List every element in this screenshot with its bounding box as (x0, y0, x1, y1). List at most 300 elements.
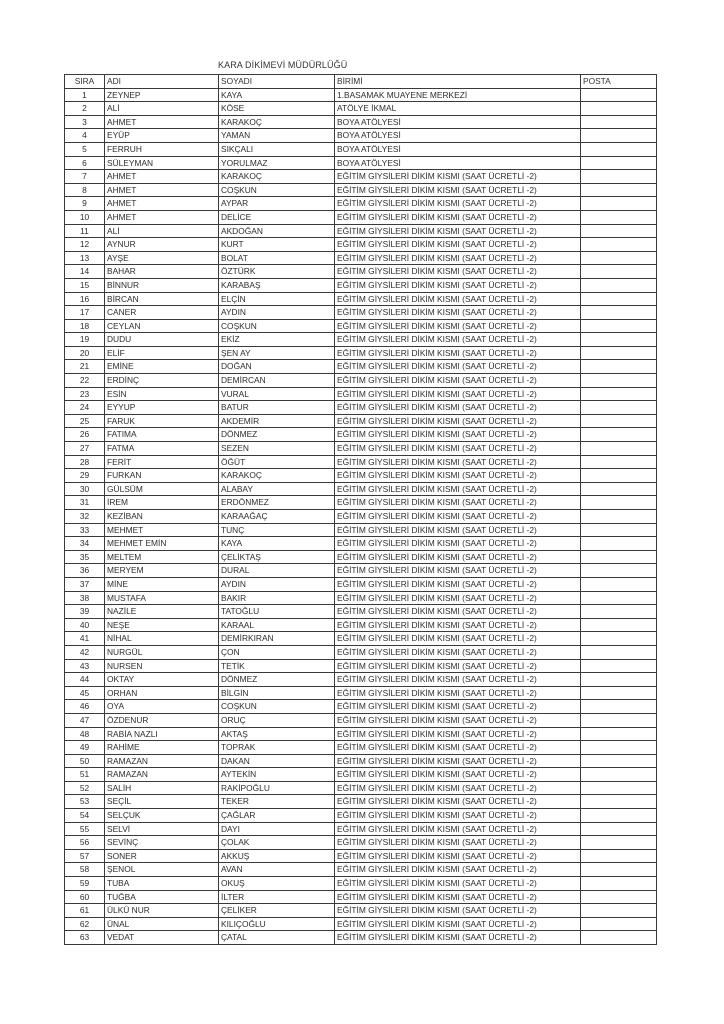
row-soyadi: ÇON (219, 645, 335, 659)
row-sira: 28 (65, 455, 105, 469)
row-sira: 55 (65, 822, 105, 836)
row-adi: ÖZDENUR (105, 713, 219, 727)
row-birimi: EĞİTİM GİYSİLERİ DİKİM KISMI (SAAT ÜCRETLİ -2) (335, 645, 581, 659)
row-birimi: EĞİTİM GİYSİLERİ DİKİM KISMI (SAAT ÜCRETLİ -2) (335, 333, 581, 347)
row-posta (581, 849, 657, 863)
row-adi: ELİF (105, 346, 219, 360)
row-soyadi: COŞKUN (219, 183, 335, 197)
table-row (65, 469, 657, 483)
row-posta (581, 591, 657, 605)
row-birimi: EĞİTİM GİYSİLERİ DİKİM KISMI (SAAT ÜCRETLİ -2) (335, 401, 581, 415)
row-posta (581, 795, 657, 809)
row-adi: CEYLAN (105, 319, 219, 333)
row-posta (581, 510, 657, 524)
row-sira: 46 (65, 700, 105, 714)
table-row (65, 346, 657, 360)
row-adi: DUDU (105, 333, 219, 347)
row-birimi: EĞİTİM GİYSİLERİ DİKİM KISMI (SAAT ÜCRETLİ -2) (335, 251, 581, 265)
table-row (65, 877, 657, 891)
table-row (65, 618, 657, 632)
row-birimi: EĞİTİM GİYSİLERİ DİKİM KISMI (SAAT ÜCRETLİ -2) (335, 319, 581, 333)
row-adi: RABİA NAZLI (105, 727, 219, 741)
row-adi: AHMET (105, 210, 219, 224)
row-posta (581, 917, 657, 931)
row-birimi: EĞİTİM GİYSİLERİ DİKİM KISMI (SAAT ÜCRETLİ -2) (335, 306, 581, 320)
row-adi: EMİNE (105, 360, 219, 374)
row-adi: CANER (105, 306, 219, 320)
row-soyadi: DOĞAN (219, 360, 335, 374)
table-row (65, 102, 657, 116)
row-sira: 1 (65, 88, 105, 102)
row-birimi: EĞİTİM GİYSİLERİ DİKİM KISMI (SAAT ÜCRETLİ -2) (335, 632, 581, 646)
row-posta (581, 346, 657, 360)
row-adi: NAZİLE (105, 605, 219, 619)
row-soyadi: ELÇİN (219, 292, 335, 306)
table-row (65, 428, 657, 442)
row-birimi: EĞİTİM GİYSİLERİ DİKİM KISMI (SAAT ÜCRETLİ -2) (335, 931, 581, 945)
row-sira: 58 (65, 863, 105, 877)
row-sira: 61 (65, 904, 105, 918)
row-sira: 54 (65, 809, 105, 823)
row-sira: 44 (65, 673, 105, 687)
row-adi: BAHAR (105, 265, 219, 279)
row-adi: GÜLSÜM (105, 482, 219, 496)
table-row (65, 510, 657, 524)
row-sira: 8 (65, 183, 105, 197)
row-adi: ZEYNEP (105, 88, 219, 102)
row-adi: MELTEM (105, 550, 219, 564)
row-birimi: BOYA ATÖLYESİ (335, 142, 581, 156)
row-adi: FERRUH (105, 142, 219, 156)
row-birimi: EĞİTİM GİYSİLERİ DİKİM KISMI (SAAT ÜCRETLİ -2) (335, 387, 581, 401)
table-row (65, 645, 657, 659)
row-birimi: EĞİTİM GİYSİLERİ DİKİM KISMI (SAAT ÜCRETLİ -2) (335, 890, 581, 904)
table-row (65, 700, 657, 714)
row-soyadi: AYDIN (219, 577, 335, 591)
row-adi: MEHMET EMİN (105, 537, 219, 551)
row-soyadi: RAKİPOĞLU (219, 781, 335, 795)
table-row (65, 686, 657, 700)
row-soyadi: KARABAŞ (219, 278, 335, 292)
row-birimi: EĞİTİM GİYSİLERİ DİKİM KISMI (SAAT ÜCRETLİ -2) (335, 659, 581, 673)
row-birimi: BOYA ATÖLYESİ (335, 115, 581, 129)
row-soyadi: TEKER (219, 795, 335, 809)
row-posta (581, 741, 657, 755)
row-birimi: EĞİTİM GİYSİLERİ DİKİM KISMI (SAAT ÜCRETLİ -2) (335, 292, 581, 306)
row-birimi: EĞİTİM GİYSİLERİ DİKİM KISMI (SAAT ÜCRETLİ -2) (335, 428, 581, 442)
row-birimi: EĞİTİM GİYSİLERİ DİKİM KISMI (SAAT ÜCRETLİ -2) (335, 455, 581, 469)
row-birimi: EĞİTİM GİYSİLERİ DİKİM KISMI (SAAT ÜCRETLİ -2) (335, 442, 581, 456)
column-header-birimi: BİRİMİ (335, 75, 581, 89)
row-sira: 4 (65, 129, 105, 143)
row-posta (581, 129, 657, 143)
row-soyadi: SIKÇALI (219, 142, 335, 156)
row-adi: İREM (105, 496, 219, 510)
table-row (65, 577, 657, 591)
table-row (65, 455, 657, 469)
table-row (65, 890, 657, 904)
row-sira: 16 (65, 292, 105, 306)
table-row (65, 197, 657, 211)
row-posta (581, 550, 657, 564)
row-birimi: EĞİTİM GİYSİLERİ DİKİM KISMI (SAAT ÜCRETLİ -2) (335, 469, 581, 483)
table-row (65, 822, 657, 836)
row-soyadi: YAMAN (219, 129, 335, 143)
row-sira: 14 (65, 265, 105, 279)
row-posta (581, 469, 657, 483)
row-adi: MERYEM (105, 564, 219, 578)
row-adi: TUBA (105, 877, 219, 891)
row-soyadi: KARAAL (219, 618, 335, 632)
row-adi: BİRCAN (105, 292, 219, 306)
row-posta (581, 197, 657, 211)
row-adi: SELVİ (105, 822, 219, 836)
row-soyadi: KAYA (219, 88, 335, 102)
row-posta (581, 577, 657, 591)
row-adi: AHMET (105, 115, 219, 129)
table-row (65, 917, 657, 931)
row-adi: ÜLKÜ NUR (105, 904, 219, 918)
row-soyadi: AKTAŞ (219, 727, 335, 741)
row-adi: TUĞBA (105, 890, 219, 904)
row-birimi: EĞİTİM GİYSİLERİ DİKİM KISMI (SAAT ÜCRETLİ -2) (335, 904, 581, 918)
row-sira: 51 (65, 768, 105, 782)
row-birimi: EĞİTİM GİYSİLERİ DİKİM KISMI (SAAT ÜCRETLİ -2) (335, 727, 581, 741)
row-adi: SEVİNÇ (105, 836, 219, 850)
row-adi: EYÜP (105, 129, 219, 143)
row-adi: RAMAZAN (105, 754, 219, 768)
row-adi: ALİ (105, 102, 219, 116)
row-sira: 21 (65, 360, 105, 374)
row-soyadi: ÇELİKER (219, 904, 335, 918)
row-posta (581, 673, 657, 687)
row-posta (581, 904, 657, 918)
row-adi: OYA (105, 700, 219, 714)
table-row (65, 659, 657, 673)
row-soyadi: KARAAĞAÇ (219, 510, 335, 524)
row-adi: AYŞE (105, 251, 219, 265)
row-sira: 38 (65, 591, 105, 605)
row-soyadi: TOPRAK (219, 741, 335, 755)
row-soyadi: AYPAR (219, 197, 335, 211)
row-birimi: EĞİTİM GİYSİLERİ DİKİM KISMI (SAAT ÜCRETLİ -2) (335, 197, 581, 211)
row-soyadi: AYTEKİN (219, 768, 335, 782)
row-adi: EYYUP (105, 401, 219, 415)
table-row (65, 741, 657, 755)
row-adi: RAHİME (105, 741, 219, 755)
row-birimi: EĞİTİM GİYSİLERİ DİKİM KISMI (SAAT ÜCRETLİ -2) (335, 754, 581, 768)
table-row (65, 795, 657, 809)
row-adi: NİHAL (105, 632, 219, 646)
row-birimi: EĞİTİM GİYSİLERİ DİKİM KISMI (SAAT ÜCRETLİ -2) (335, 605, 581, 619)
row-birimi: EĞİTİM GİYSİLERİ DİKİM KISMI (SAAT ÜCRETLİ -2) (335, 618, 581, 632)
row-soyadi: AKKUŞ (219, 849, 335, 863)
row-soyadi: ÖZTÜRK (219, 265, 335, 279)
row-sira: 43 (65, 659, 105, 673)
row-adi: MEHMET (105, 523, 219, 537)
row-sira: 25 (65, 414, 105, 428)
row-soyadi: KURT (219, 238, 335, 252)
row-sira: 15 (65, 278, 105, 292)
table-row (65, 265, 657, 279)
row-adi: SALİH (105, 781, 219, 795)
row-birimi: EĞİTİM GİYSİLERİ DİKİM KISMI (SAAT ÜCRETLİ -2) (335, 346, 581, 360)
row-birimi: EĞİTİM GİYSİLERİ DİKİM KISMI (SAAT ÜCRETLİ -2) (335, 224, 581, 238)
row-posta (581, 170, 657, 184)
row-adi: FATIMA (105, 428, 219, 442)
row-adi: AHMET (105, 183, 219, 197)
row-soyadi: DAKAN (219, 754, 335, 768)
row-sira: 52 (65, 781, 105, 795)
row-posta (581, 564, 657, 578)
row-adi: NEŞE (105, 618, 219, 632)
row-sira: 35 (65, 550, 105, 564)
row-birimi: EĞİTİM GİYSİLERİ DİKİM KISMI (SAAT ÜCRETLİ -2) (335, 482, 581, 496)
row-soyadi: ALABAY (219, 482, 335, 496)
row-sira: 57 (65, 849, 105, 863)
row-posta (581, 632, 657, 646)
row-adi: FURKAN (105, 469, 219, 483)
row-soyadi: VURAL (219, 387, 335, 401)
table-row (65, 523, 657, 537)
table-row (65, 333, 657, 347)
row-adi: FERİT (105, 455, 219, 469)
row-soyadi: KÖSE (219, 102, 335, 116)
table-row (65, 115, 657, 129)
row-posta (581, 183, 657, 197)
row-sira: 37 (65, 577, 105, 591)
row-birimi: EĞİTİM GİYSİLERİ DİKİM KISMI (SAAT ÜCRETLİ -2) (335, 564, 581, 578)
row-posta (581, 836, 657, 850)
table-row (65, 754, 657, 768)
table-row (65, 414, 657, 428)
row-sira: 41 (65, 632, 105, 646)
row-sira: 60 (65, 890, 105, 904)
row-sira: 23 (65, 387, 105, 401)
row-sira: 5 (65, 142, 105, 156)
row-posta (581, 727, 657, 741)
row-birimi: EĞİTİM GİYSİLERİ DİKİM KISMI (SAAT ÜCRETLİ -2) (335, 170, 581, 184)
row-soyadi: BATUR (219, 401, 335, 415)
row-soyadi: DÖNMEZ (219, 428, 335, 442)
row-adi: SELÇUK (105, 809, 219, 823)
row-posta (581, 809, 657, 823)
table-row (65, 129, 657, 143)
row-posta (581, 88, 657, 102)
table-row (65, 849, 657, 863)
table-row (65, 156, 657, 170)
row-birimi: EĞİTİM GİYSİLERİ DİKİM KISMI (SAAT ÜCRETLİ -2) (335, 210, 581, 224)
table-row (65, 306, 657, 320)
table-row (65, 768, 657, 782)
row-adi: SÜLEYMAN (105, 156, 219, 170)
row-adi: VEDAT (105, 931, 219, 945)
row-sira: 24 (65, 401, 105, 415)
row-adi: KEZİBAN (105, 510, 219, 524)
row-posta (581, 700, 657, 714)
row-adi: RAMAZAN (105, 768, 219, 782)
row-sira: 20 (65, 346, 105, 360)
table-row (65, 238, 657, 252)
row-birimi: 1.BASAMAK MUAYENE MERKEZİ (335, 88, 581, 102)
row-adi: SEÇİL (105, 795, 219, 809)
table-row (65, 591, 657, 605)
row-posta (581, 265, 657, 279)
row-soyadi: AKDOĞAN (219, 224, 335, 238)
row-posta (581, 605, 657, 619)
row-posta (581, 645, 657, 659)
row-soyadi: TUNÇ (219, 523, 335, 537)
row-posta (581, 482, 657, 496)
row-birimi: EĞİTİM GİYSİLERİ DİKİM KISMI (SAAT ÜCRETLİ -2) (335, 414, 581, 428)
row-sira: 45 (65, 686, 105, 700)
row-soyadi: BİLGİN (219, 686, 335, 700)
row-sira: 11 (65, 224, 105, 238)
row-adi: MİNE (105, 577, 219, 591)
row-posta (581, 754, 657, 768)
row-birimi: EĞİTİM GİYSİLERİ DİKİM KISMI (SAAT ÜCRETLİ -2) (335, 374, 581, 388)
row-soyadi: AYDIN (219, 306, 335, 320)
row-soyadi: YORULMAZ (219, 156, 335, 170)
row-birimi: EĞİTİM GİYSİLERİ DİKİM KISMI (SAAT ÜCRETLİ -2) (335, 822, 581, 836)
row-birimi: EĞİTİM GİYSİLERİ DİKİM KISMI (SAAT ÜCRETLİ -2) (335, 673, 581, 687)
row-sira: 53 (65, 795, 105, 809)
table-row (65, 224, 657, 238)
row-birimi: EĞİTİM GİYSİLERİ DİKİM KISMI (SAAT ÜCRETLİ -2) (335, 795, 581, 809)
row-adi: FATMA (105, 442, 219, 456)
row-soyadi: İLTER (219, 890, 335, 904)
row-birimi: EĞİTİM GİYSİLERİ DİKİM KISMI (SAAT ÜCRETLİ -2) (335, 183, 581, 197)
row-birimi: BOYA ATÖLYESİ (335, 156, 581, 170)
row-posta (581, 333, 657, 347)
row-adi: NURGÜL (105, 645, 219, 659)
row-posta (581, 890, 657, 904)
row-sira: 63 (65, 931, 105, 945)
row-sira: 34 (65, 537, 105, 551)
row-birimi: EĞİTİM GİYSİLERİ DİKİM KISMI (SAAT ÜCRETLİ -2) (335, 278, 581, 292)
row-posta (581, 306, 657, 320)
table-row (65, 727, 657, 741)
row-birimi: EĞİTİM GİYSİLERİ DİKİM KISMI (SAAT ÜCRETLİ -2) (335, 510, 581, 524)
row-adi: AHMET (105, 197, 219, 211)
row-adi: SONER (105, 849, 219, 863)
row-sira: 48 (65, 727, 105, 741)
table-row (65, 632, 657, 646)
column-header-soyadi: SOYADI (219, 75, 335, 89)
table-row (65, 88, 657, 102)
table-row (65, 673, 657, 687)
table-row (65, 781, 657, 795)
column-header-sira: SIRA (65, 75, 105, 89)
row-posta (581, 292, 657, 306)
row-posta (581, 781, 657, 795)
table-row (65, 292, 657, 306)
row-soyadi: AKDEMİR (219, 414, 335, 428)
table-header-row (65, 75, 657, 89)
column-header-posta: POSTA (581, 75, 657, 89)
row-posta (581, 401, 657, 415)
row-posta (581, 210, 657, 224)
row-posta (581, 428, 657, 442)
row-birimi: EĞİTİM GİYSİLERİ DİKİM KISMI (SAAT ÜCRETLİ -2) (335, 917, 581, 931)
row-sira: 33 (65, 523, 105, 537)
table-row (65, 251, 657, 265)
row-birimi: EĞİTİM GİYSİLERİ DİKİM KISMI (SAAT ÜCRETLİ -2) (335, 713, 581, 727)
row-soyadi: ÇELİKTAŞ (219, 550, 335, 564)
table-row (65, 550, 657, 564)
row-posta (581, 102, 657, 116)
personnel-table (64, 74, 657, 945)
table-body (65, 88, 657, 944)
row-sira: 18 (65, 319, 105, 333)
row-sira: 19 (65, 333, 105, 347)
row-sira: 47 (65, 713, 105, 727)
table-row (65, 564, 657, 578)
row-soyadi: COŞKUN (219, 700, 335, 714)
row-soyadi: ŞEN AY (219, 346, 335, 360)
row-posta (581, 455, 657, 469)
row-soyadi: KARAKOÇ (219, 115, 335, 129)
row-soyadi: DAYI (219, 822, 335, 836)
table-row (65, 387, 657, 401)
row-posta (581, 374, 657, 388)
row-birimi: EĞİTİM GİYSİLERİ DİKİM KISMI (SAAT ÜCRETLİ -2) (335, 741, 581, 755)
row-birimi: EĞİTİM GİYSİLERİ DİKİM KISMI (SAAT ÜCRETLİ -2) (335, 700, 581, 714)
row-adi: AHMET (105, 170, 219, 184)
row-adi: ESİN (105, 387, 219, 401)
row-birimi: EĞİTİM GİYSİLERİ DİKİM KISMI (SAAT ÜCRETLİ -2) (335, 550, 581, 564)
row-soyadi: SEZEN (219, 442, 335, 456)
row-sira: 27 (65, 442, 105, 456)
row-birimi: EĞİTİM GİYSİLERİ DİKİM KISMI (SAAT ÜCRETLİ -2) (335, 591, 581, 605)
row-sira: 62 (65, 917, 105, 931)
row-posta (581, 618, 657, 632)
row-birimi: EĞİTİM GİYSİLERİ DİKİM KISMI (SAAT ÜCRETLİ -2) (335, 863, 581, 877)
table-row (65, 183, 657, 197)
row-sira: 59 (65, 877, 105, 891)
row-sira: 9 (65, 197, 105, 211)
row-posta (581, 115, 657, 129)
row-adi: ALİ (105, 224, 219, 238)
row-birimi: EĞİTİM GİYSİLERİ DİKİM KISMI (SAAT ÜCRETLİ -2) (335, 809, 581, 823)
row-soyadi: BOLAT (219, 251, 335, 265)
table-row (65, 170, 657, 184)
row-adi: BİNNUR (105, 278, 219, 292)
row-posta (581, 863, 657, 877)
row-posta (581, 238, 657, 252)
row-sira: 30 (65, 482, 105, 496)
row-soyadi: EKİZ (219, 333, 335, 347)
row-sira: 39 (65, 605, 105, 619)
table-row (65, 482, 657, 496)
row-birimi: EĞİTİM GİYSİLERİ DİKİM KISMI (SAAT ÜCRETLİ -2) (335, 577, 581, 591)
row-adi: MUSTAFA (105, 591, 219, 605)
table-row (65, 319, 657, 333)
row-sira: 49 (65, 741, 105, 755)
row-soyadi: ERDÖNMEZ (219, 496, 335, 510)
row-sira: 50 (65, 754, 105, 768)
table-row (65, 863, 657, 877)
row-posta (581, 686, 657, 700)
row-sira: 7 (65, 170, 105, 184)
row-soyadi: TETİK (219, 659, 335, 673)
row-soyadi: KARAKOÇ (219, 469, 335, 483)
row-posta (581, 387, 657, 401)
row-soyadi: AVAN (219, 863, 335, 877)
row-posta (581, 877, 657, 891)
row-soyadi: TATOĞLU (219, 605, 335, 619)
row-sira: 42 (65, 645, 105, 659)
